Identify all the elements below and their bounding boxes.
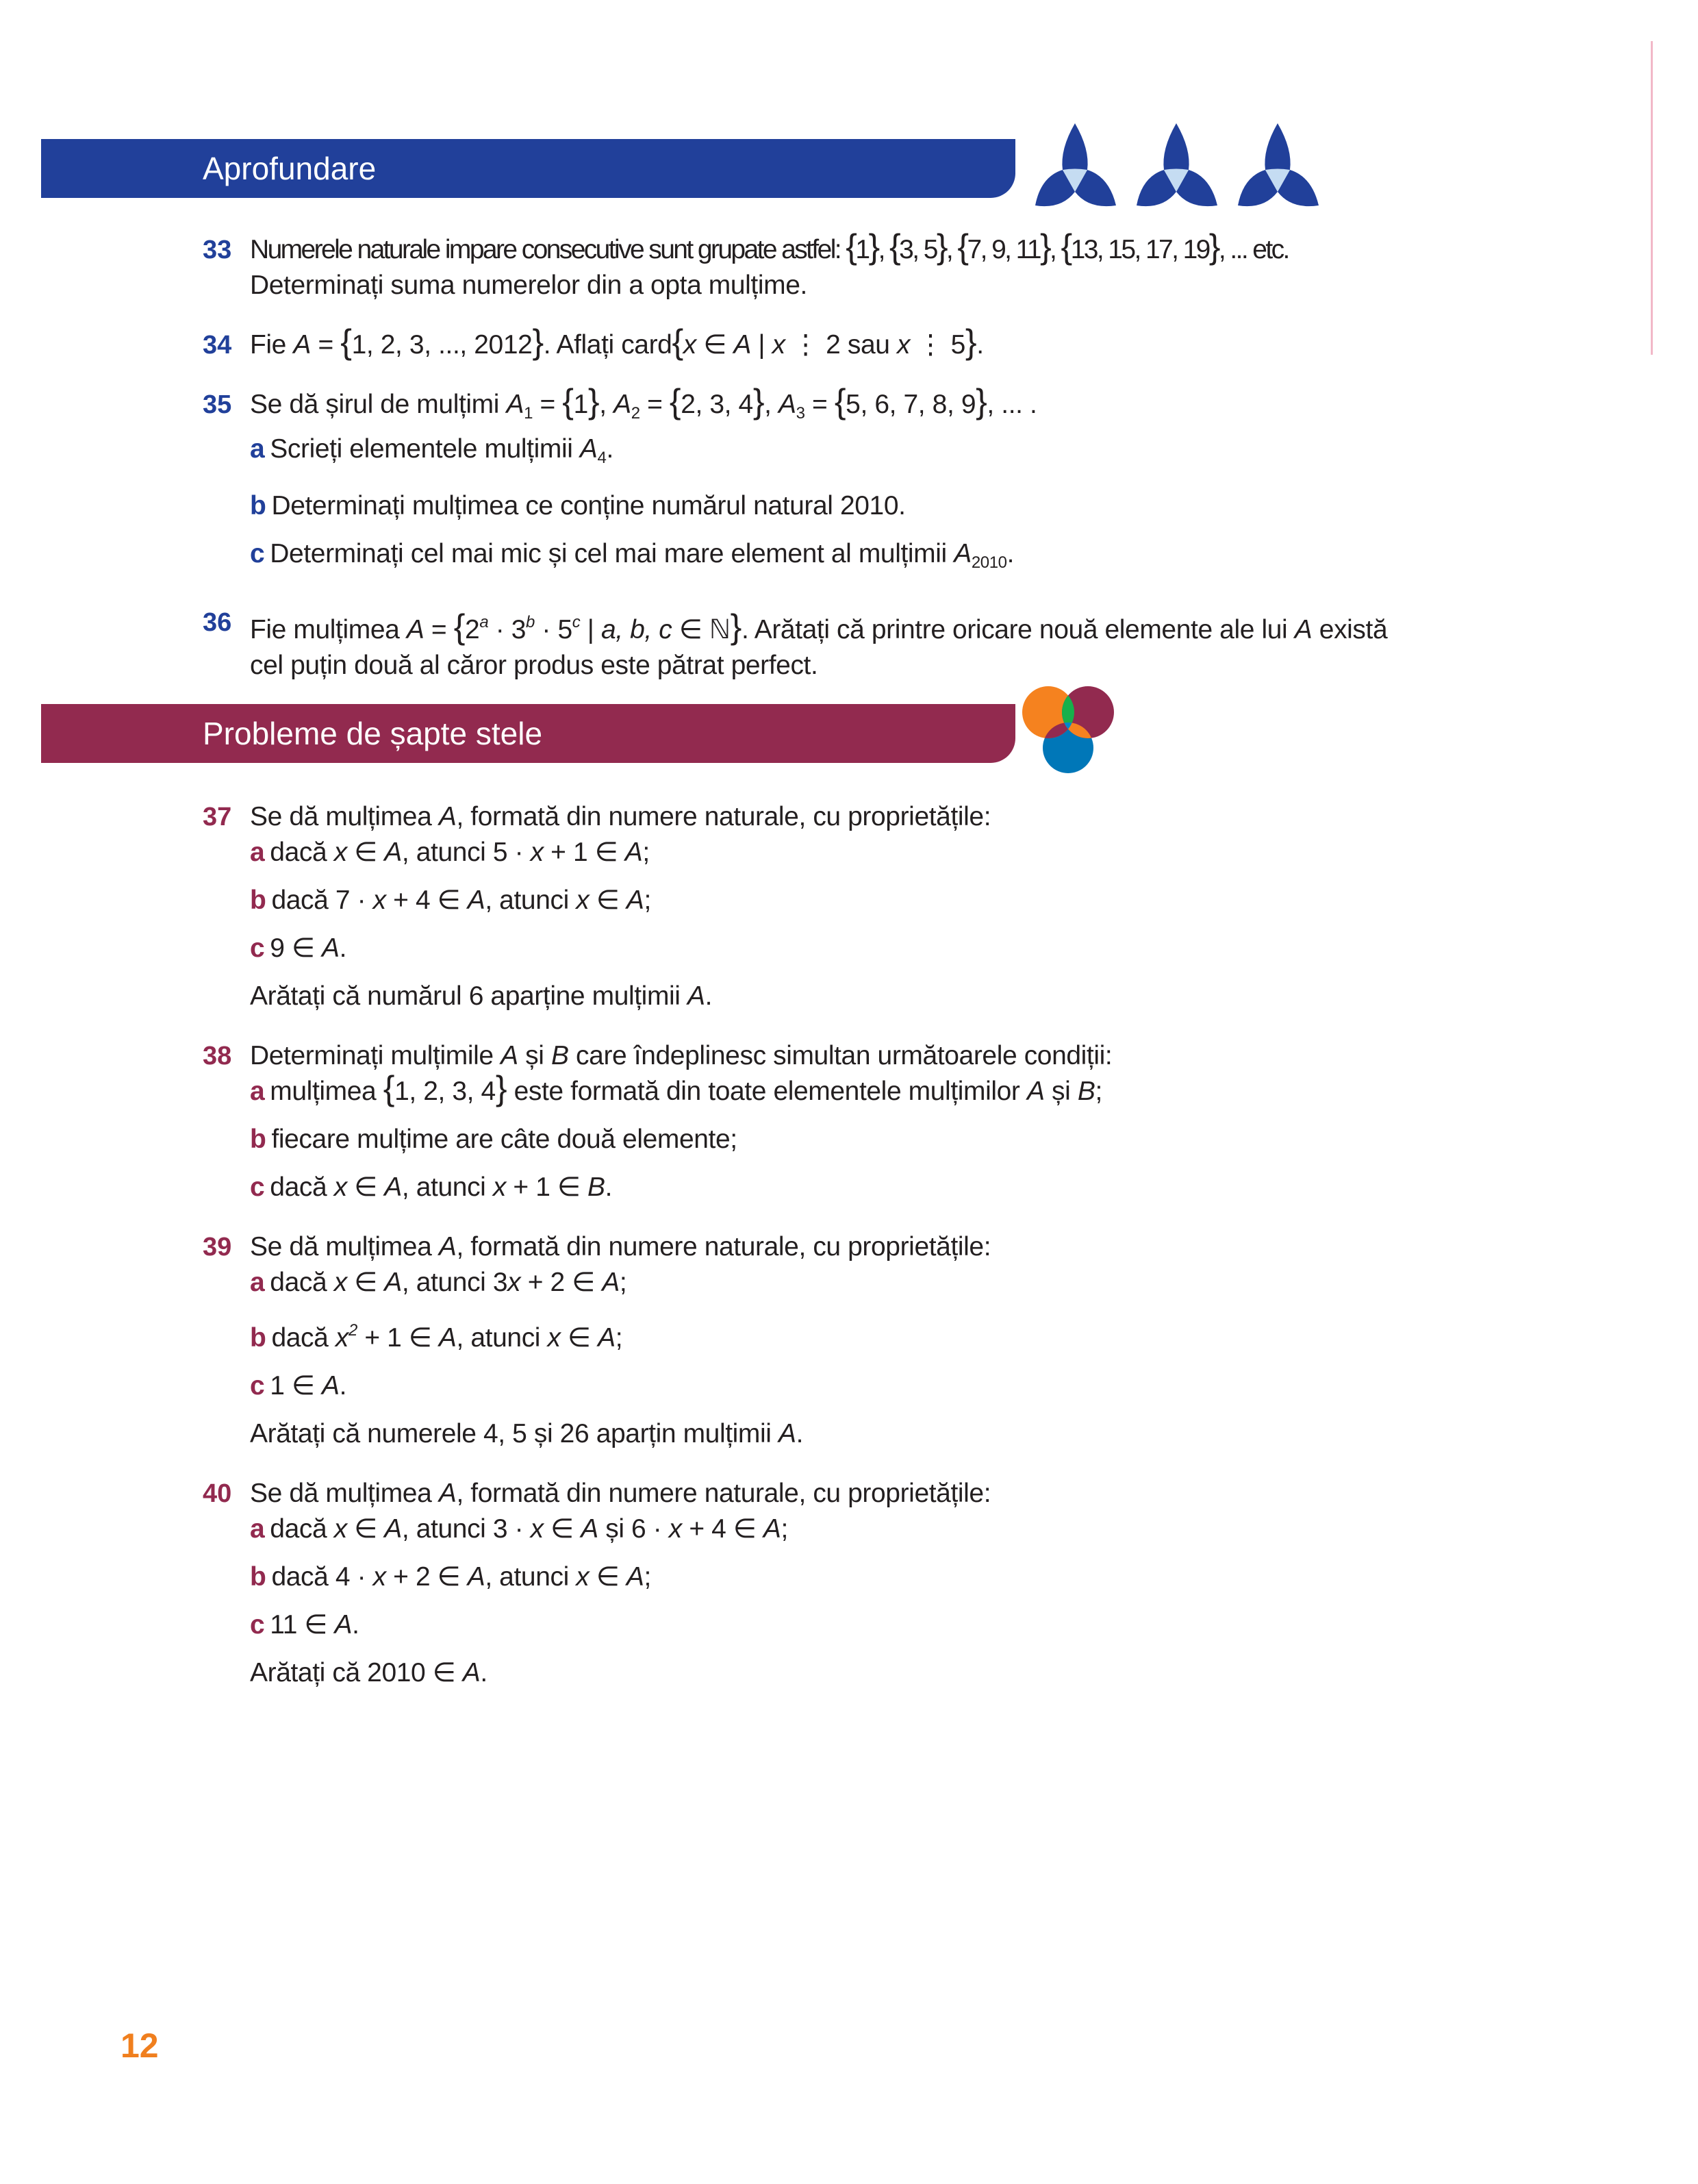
text: · 5 bbox=[535, 615, 572, 644]
text: , atunci 5 · bbox=[401, 838, 531, 867]
text: Determinați suma numerelor din a opta mulțime. bbox=[250, 271, 807, 300]
sub-point-label: b bbox=[250, 1125, 266, 1154]
math-variable: A bbox=[467, 1562, 485, 1592]
text: | bbox=[750, 330, 772, 360]
text: 13, 15, 17, 19 bbox=[1070, 235, 1209, 264]
text: + 2 ∈ bbox=[520, 1268, 603, 1297]
exercise-39 bbox=[203, 1229, 1504, 1452]
text: . bbox=[605, 1172, 613, 1202]
math-variable: x bbox=[372, 886, 386, 915]
math-variable: A bbox=[322, 933, 340, 963]
math-variable: A bbox=[778, 390, 796, 419]
math-variable: A bbox=[438, 1323, 457, 1353]
text: . bbox=[705, 981, 713, 1011]
exercise-number: 37 bbox=[203, 803, 232, 831]
math-variable: x bbox=[333, 1514, 347, 1544]
text: ; bbox=[1095, 1077, 1102, 1106]
sub-point-label: c bbox=[250, 1371, 265, 1401]
text: . bbox=[352, 1610, 359, 1640]
text: mulțimea bbox=[270, 1077, 383, 1106]
sub-point-label: a bbox=[250, 1514, 265, 1544]
text: Se dă mulțimea bbox=[250, 1479, 439, 1508]
statement-line bbox=[250, 605, 1504, 648]
section-title: Aprofundare bbox=[203, 151, 377, 186]
math-variable: A bbox=[438, 1232, 457, 1262]
math-variable: B bbox=[1077, 1077, 1095, 1106]
math-variable: x bbox=[668, 1514, 682, 1544]
superscript: 2 bbox=[348, 1321, 357, 1340]
text: 2, 3, 4 bbox=[681, 390, 753, 419]
text: Se dă mulțimea bbox=[250, 802, 439, 831]
math-variable: A bbox=[384, 1514, 402, 1544]
set-brace: } bbox=[752, 382, 765, 421]
math-variable: A bbox=[293, 330, 312, 360]
text: dacă bbox=[270, 838, 334, 867]
math-variable: A bbox=[579, 434, 598, 464]
math-variable: A bbox=[462, 1658, 481, 1687]
statement-line bbox=[250, 382, 1504, 431]
text: + 1 ∈ bbox=[357, 1323, 439, 1353]
sub-point-a bbox=[250, 1069, 1504, 1109]
math-variable: A bbox=[438, 802, 457, 831]
superscript: c bbox=[572, 613, 581, 631]
page-number: 12 bbox=[121, 2026, 159, 2065]
text: | bbox=[580, 615, 601, 644]
math-variable: A bbox=[500, 1041, 518, 1070]
text: cel puțin două al căror produs este pătrat perfect. bbox=[250, 651, 818, 680]
text: = bbox=[311, 330, 341, 360]
text: ∈ bbox=[346, 1172, 385, 1202]
math-variable: A bbox=[1294, 615, 1313, 644]
text: 1 bbox=[855, 235, 869, 264]
math-variable: x bbox=[683, 330, 696, 360]
text: dacă bbox=[270, 1514, 334, 1544]
statement-line bbox=[250, 1476, 1504, 1511]
text: . bbox=[480, 1658, 487, 1687]
math-variable: A bbox=[322, 1371, 340, 1401]
text: Scrieți elementele mulțimii bbox=[270, 434, 580, 464]
text: = bbox=[804, 390, 835, 419]
sub-point-a bbox=[250, 1511, 1504, 1547]
sub-point-label: b bbox=[250, 1562, 266, 1592]
text: ; bbox=[615, 1323, 623, 1353]
text: dacă bbox=[270, 1268, 334, 1297]
subscript: 4 bbox=[597, 449, 607, 467]
text: dacă 7 · bbox=[271, 886, 373, 915]
math-variable: x bbox=[547, 1323, 561, 1353]
text: , bbox=[1050, 235, 1061, 264]
text: + 1 ∈ bbox=[543, 838, 625, 867]
math-variable: x bbox=[372, 1562, 386, 1592]
sub-point-label: b bbox=[250, 1323, 266, 1353]
text: dacă bbox=[270, 1172, 334, 1202]
text: + 4 ∈ bbox=[385, 886, 468, 915]
set-brace: { bbox=[957, 227, 967, 266]
text: ; bbox=[644, 1562, 651, 1592]
math-variable: B bbox=[551, 1041, 569, 1070]
text: ∈ bbox=[560, 1323, 598, 1353]
text: · 3 bbox=[488, 615, 527, 644]
text: Arătați că numărul 6 aparține mulțimii bbox=[250, 981, 688, 1011]
text: , formată din numere naturale, cu proprietățile: bbox=[456, 1232, 991, 1262]
math-variable: A bbox=[406, 615, 424, 644]
set-brace: } bbox=[868, 227, 878, 266]
sub-point-label: b bbox=[250, 491, 266, 520]
set-brace: } bbox=[965, 323, 977, 361]
text: , formată din numere naturale, cu proprietățile: bbox=[456, 802, 991, 831]
exercise-40 bbox=[203, 1476, 1504, 1691]
math-variable: A bbox=[954, 539, 972, 568]
math-variable: A bbox=[506, 390, 524, 419]
sub-point-label: b bbox=[250, 886, 266, 915]
set-brace: } bbox=[976, 382, 987, 421]
statement-line bbox=[250, 799, 1504, 835]
text: , atunci bbox=[456, 1323, 548, 1353]
text: . Arătați că printre oricare nouă elemente ale lui bbox=[741, 615, 1295, 644]
subscript: 2 bbox=[631, 404, 640, 423]
section-banner-aprofundare bbox=[41, 139, 1015, 198]
text: ; bbox=[644, 886, 651, 915]
math-variable: A bbox=[384, 1172, 402, 1202]
set-brace: } bbox=[1208, 227, 1219, 266]
set-brace: { bbox=[846, 227, 856, 266]
exercise-number: 40 bbox=[203, 1479, 232, 1508]
math-variable: x bbox=[772, 330, 785, 360]
sub-point-c bbox=[250, 1607, 1504, 1643]
text: . bbox=[606, 434, 613, 464]
sub-point-a bbox=[250, 431, 1504, 476]
exercise-33 bbox=[203, 227, 1504, 303]
set-brace: { bbox=[453, 607, 466, 646]
sub-point-b bbox=[250, 1122, 1504, 1157]
text: 1 bbox=[573, 390, 588, 419]
math-variable: A bbox=[624, 838, 643, 867]
text: 3, 5 bbox=[899, 235, 937, 264]
text: . Aflați card bbox=[543, 330, 672, 360]
text: , ... etc. bbox=[1218, 235, 1289, 264]
text: , atunci bbox=[401, 1172, 493, 1202]
section-banner-probleme-sapte-stele bbox=[41, 704, 1015, 763]
math-variable: x bbox=[335, 1323, 349, 1353]
set-brace: { bbox=[383, 1069, 395, 1107]
statement-line bbox=[250, 979, 1504, 1014]
set-brace: } bbox=[1039, 227, 1050, 266]
section-title: Probleme de șapte stele bbox=[203, 716, 543, 751]
math-variable: A bbox=[778, 1419, 796, 1448]
text: + 4 ∈ bbox=[681, 1514, 763, 1544]
sub-point-b bbox=[250, 883, 1504, 918]
text: . bbox=[796, 1419, 804, 1448]
text: 1 ∈ bbox=[270, 1371, 322, 1401]
statement-line bbox=[250, 323, 1504, 363]
subscript: 1 bbox=[524, 404, 533, 423]
text: și bbox=[1044, 1077, 1078, 1106]
text: . bbox=[1006, 539, 1015, 568]
set-brace: { bbox=[562, 382, 574, 421]
sub-point-a bbox=[250, 1265, 1504, 1301]
text: . bbox=[976, 330, 984, 360]
exercise-38 bbox=[203, 1038, 1504, 1205]
text: Fie bbox=[250, 330, 294, 360]
statement-line bbox=[250, 268, 1504, 303]
math-variable: A bbox=[626, 1562, 644, 1592]
sub-point-b bbox=[250, 488, 1504, 524]
math-variable: x bbox=[576, 886, 590, 915]
text: Numerele naturale impare consecutive sunt grupate astfel: bbox=[250, 235, 846, 264]
sub-point-b bbox=[250, 1559, 1504, 1595]
text: ∈ bbox=[589, 1562, 626, 1592]
sub-point-label: a bbox=[250, 1268, 265, 1297]
exercise-number: 38 bbox=[203, 1042, 232, 1070]
math-variable: a, b, c bbox=[600, 615, 672, 644]
text: + 2 ∈ bbox=[385, 1562, 468, 1592]
text: , bbox=[946, 235, 958, 264]
text: . bbox=[339, 933, 347, 963]
subscript: 3 bbox=[796, 404, 805, 423]
text: 7, 9, 11 bbox=[967, 235, 1040, 264]
exercise-number: 36 bbox=[203, 608, 232, 637]
text: , atunci 3 · bbox=[401, 1514, 531, 1544]
text: ∈ ℕ bbox=[672, 615, 731, 644]
set-brace: { bbox=[1061, 227, 1071, 266]
text: ; bbox=[619, 1268, 627, 1297]
math-variable: A bbox=[438, 1479, 457, 1508]
page-edge-line bbox=[1651, 41, 1653, 355]
text: Arătați că numerele 4, 5 și 26 aparțin mulțimii bbox=[250, 1419, 778, 1448]
trefoil-icon bbox=[1238, 123, 1319, 206]
text: Determinați mulțimile bbox=[250, 1041, 501, 1070]
superscript: b bbox=[526, 613, 535, 631]
math-variable: x bbox=[333, 1172, 347, 1202]
text: 9 ∈ bbox=[270, 933, 322, 963]
superscript: a bbox=[479, 613, 489, 631]
text: , formată din numere naturale, cu proprietățile: bbox=[456, 1479, 991, 1508]
exercise-number: 35 bbox=[203, 390, 232, 419]
sub-point-b bbox=[250, 1313, 1504, 1356]
sub-point-c bbox=[250, 1368, 1504, 1404]
text: 1, 2, 3, ..., 2012 bbox=[351, 330, 533, 360]
text: ∈ bbox=[346, 1514, 385, 1544]
statement-line bbox=[250, 227, 1504, 268]
text: Fie mulțimea bbox=[250, 615, 407, 644]
text: ∈ bbox=[589, 886, 626, 915]
text: ∈ bbox=[346, 838, 385, 867]
text: , atunci 3 bbox=[401, 1268, 508, 1297]
sub-point-label: c bbox=[250, 1172, 265, 1202]
subscript: 2010 bbox=[971, 553, 1007, 572]
sub-point-label: c bbox=[250, 933, 265, 963]
text: Se dă șirul de mulțimi bbox=[250, 390, 507, 419]
section-aprofundare bbox=[203, 227, 1504, 707]
math-variable: A bbox=[613, 390, 631, 419]
math-variable: x bbox=[897, 330, 911, 360]
text: fiecare mulțime are câte două elemente; bbox=[271, 1125, 737, 1154]
text: , bbox=[599, 390, 614, 419]
text: . bbox=[339, 1371, 347, 1401]
math-variable: x bbox=[333, 838, 347, 867]
text: , bbox=[878, 235, 890, 264]
text: ⋮ 2 sau bbox=[785, 330, 898, 360]
set-brace: } bbox=[587, 382, 600, 421]
statement-line bbox=[250, 1229, 1504, 1265]
set-brace: { bbox=[672, 323, 683, 361]
text: ∈ bbox=[696, 330, 734, 360]
set-brace: } bbox=[495, 1069, 507, 1107]
math-variable: x bbox=[492, 1172, 506, 1202]
text: Arătați că 2010 ∈ bbox=[250, 1658, 463, 1687]
math-variable: A bbox=[384, 838, 402, 867]
text: = bbox=[424, 615, 454, 644]
statement-line bbox=[250, 1038, 1504, 1074]
math-variable: A bbox=[733, 330, 751, 360]
statement-line bbox=[250, 1655, 1504, 1691]
set-brace: { bbox=[669, 382, 681, 421]
sub-point-c bbox=[250, 931, 1504, 966]
exercise-number: 33 bbox=[203, 236, 232, 264]
text: și bbox=[518, 1041, 551, 1070]
sub-point-label: a bbox=[250, 838, 265, 867]
text: ⋮ 5 bbox=[910, 330, 965, 360]
section-probleme-sapte-stele bbox=[203, 799, 1504, 1715]
math-variable: A bbox=[763, 1514, 781, 1544]
exercise-34 bbox=[203, 323, 1504, 363]
sub-point-a bbox=[250, 835, 1504, 870]
sub-point-label: a bbox=[250, 1077, 265, 1106]
math-variable: A bbox=[467, 886, 485, 915]
math-variable: A bbox=[602, 1268, 620, 1297]
text: ∈ bbox=[346, 1268, 385, 1297]
text: dacă 4 · bbox=[271, 1562, 373, 1592]
text: 2 bbox=[465, 615, 480, 644]
statement-line bbox=[250, 648, 1504, 683]
set-brace: { bbox=[340, 323, 352, 361]
exercise-36 bbox=[203, 605, 1504, 683]
math-variable: x bbox=[507, 1268, 521, 1297]
math-variable: A bbox=[581, 1514, 598, 1544]
text: ∈ bbox=[543, 1514, 581, 1544]
text: Determinați mulțimea ce conține numărul natural 2010. bbox=[271, 491, 906, 520]
sub-point-label: c bbox=[250, 1610, 265, 1640]
text: = bbox=[533, 390, 563, 419]
venn-diagram-icon bbox=[1022, 686, 1114, 775]
math-variable: A bbox=[598, 1323, 616, 1353]
math-variable: A bbox=[626, 886, 644, 915]
text: care îndeplinesc simultan următoarele condiții: bbox=[568, 1041, 1113, 1070]
math-variable: x bbox=[576, 1562, 590, 1592]
text: 1, 2, 3, 4 bbox=[394, 1077, 496, 1106]
text: este formată din toate elementele mulțimilor bbox=[507, 1077, 1027, 1106]
text: , ... . bbox=[987, 390, 1037, 419]
trefoil-icon bbox=[1035, 123, 1116, 206]
text: , bbox=[764, 390, 779, 419]
set-brace: { bbox=[834, 382, 846, 421]
text: și 6 · bbox=[598, 1514, 669, 1544]
text: ; bbox=[781, 1514, 788, 1544]
math-variable: A bbox=[334, 1610, 353, 1640]
sub-point-label: a bbox=[250, 434, 265, 464]
set-brace: { bbox=[889, 227, 900, 266]
math-variable: A bbox=[384, 1268, 402, 1297]
text: , atunci bbox=[485, 886, 576, 915]
trefoil-icons bbox=[1034, 122, 1349, 218]
math-variable: B bbox=[587, 1172, 605, 1202]
text: 11 ∈ bbox=[270, 1610, 335, 1640]
text: există bbox=[1312, 615, 1388, 644]
exercise-number: 34 bbox=[203, 331, 232, 360]
text: dacă bbox=[271, 1323, 335, 1353]
text: Determinați cel mai mic și cel mai mare element al mulțimii bbox=[270, 539, 954, 568]
text: 5, 6, 7, 8, 9 bbox=[846, 390, 976, 419]
exercise-37 bbox=[203, 799, 1504, 1014]
set-brace: } bbox=[730, 607, 742, 646]
text: Se dă mulțimea bbox=[250, 1232, 439, 1262]
trefoil-icon bbox=[1137, 123, 1217, 206]
set-brace: } bbox=[532, 323, 544, 361]
sub-point-c bbox=[250, 536, 1504, 581]
math-variable: x bbox=[333, 1268, 347, 1297]
set-brace: } bbox=[936, 227, 946, 266]
sub-point-c bbox=[250, 1170, 1504, 1205]
text: + 1 ∈ bbox=[505, 1172, 587, 1202]
text: = bbox=[639, 390, 670, 419]
exercise-number: 39 bbox=[203, 1233, 232, 1262]
math-variable: A bbox=[1026, 1077, 1045, 1106]
math-variable: x bbox=[530, 1514, 544, 1544]
exercise-35 bbox=[203, 382, 1504, 581]
sub-point-label: c bbox=[250, 539, 265, 568]
math-variable: A bbox=[687, 981, 705, 1011]
text: , atunci bbox=[485, 1562, 576, 1592]
statement-line bbox=[250, 1416, 1504, 1452]
math-variable: x bbox=[530, 838, 544, 867]
text: ; bbox=[642, 838, 650, 867]
